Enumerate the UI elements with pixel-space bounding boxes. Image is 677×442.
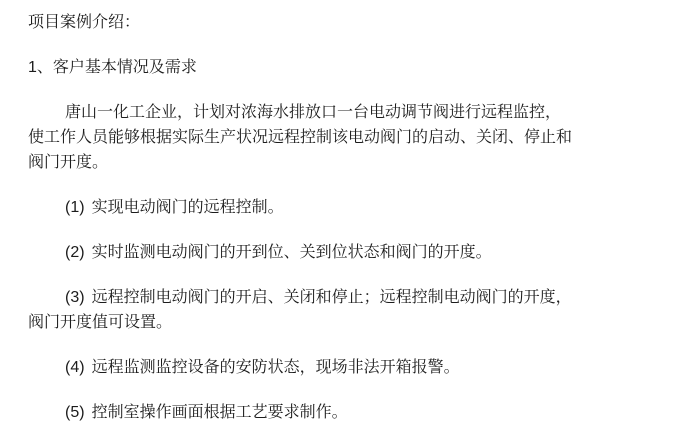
item-1-text: 实现电动阀门的远程控制。	[91, 199, 284, 216]
item-3-number: (3)	[65, 289, 85, 306]
item-4-text: 远程监测监控设备的安防状态，现场非法开箱报警。	[91, 359, 460, 376]
item-3-text-line-2: 阀门开度值可设置。	[28, 314, 173, 331]
section-number: 1、	[28, 59, 53, 76]
intro-paragraph	[28, 100, 653, 175]
requirement-item-4	[28, 355, 653, 380]
requirement-item-3	[28, 285, 653, 335]
requirement-item-5	[28, 400, 653, 425]
item-5-number: (5)	[65, 404, 85, 421]
doc-title	[28, 10, 653, 35]
intro-line-1: 唐山一化工企业，计划对浓海水排放口一台电动调节阀进行远程监控，	[65, 104, 562, 121]
doc-title-text: 项目案例介绍：	[28, 14, 141, 31]
section-heading-text: 客户基本情况及需求	[52, 59, 197, 76]
item-5-text: 控制室操作画面根据工艺要求制作。	[91, 404, 348, 421]
item-2-number: (2)	[65, 244, 85, 261]
section-heading	[28, 55, 653, 80]
item-1-number: (1)	[65, 199, 85, 216]
intro-line-2: 使工作人员能够根据实际生产状况远程控制该电动阀门的启动、关闭、停止和	[28, 129, 573, 146]
item-2-text: 实时监测电动阀门的开到位、关到位状态和阀门的开度。	[91, 244, 492, 261]
requirement-item-1	[28, 195, 653, 220]
item-3-text-line-1: 远程控制电动阀门的开启、关闭和停止；远程控制电动阀门的开度，	[91, 289, 572, 306]
intro-line-3: 阀门开度。	[28, 154, 109, 171]
item-4-number: (4)	[65, 359, 85, 376]
requirement-item-2	[28, 240, 653, 265]
